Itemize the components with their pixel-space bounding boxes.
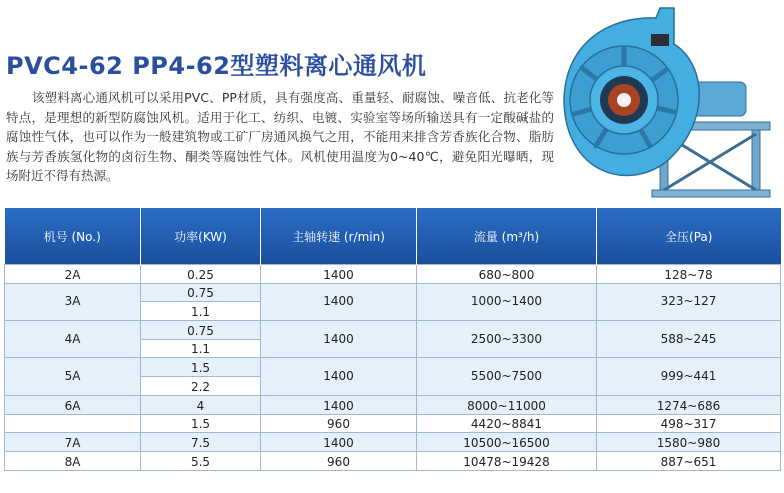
intro-text xyxy=(6,88,554,186)
cell-power: 2.2 xyxy=(141,377,261,396)
header-pressure: 全压(Pa) xyxy=(597,208,781,265)
cell-speed: 960 xyxy=(261,414,417,433)
cell-power: 1.1 xyxy=(141,339,261,358)
table-row xyxy=(5,358,781,377)
cell-no: 6A xyxy=(5,395,141,414)
header-speed: 主轴转速 (r/min) xyxy=(261,208,417,265)
header-no: 机号 (No.) xyxy=(5,208,141,265)
cell-no: 5A xyxy=(5,358,141,395)
cell-power: 1.1 xyxy=(141,302,261,321)
cell-flow: 4420~8841 xyxy=(417,414,597,433)
cell-no xyxy=(5,414,141,433)
header-power: 功率(KW) xyxy=(141,208,261,265)
cell-pressure: 1274~686 xyxy=(597,395,781,414)
intro-paragraph: 该塑料离心通风机可以采用PVC、PP材质，具有强度高、重量轻、耐腐蚀、噪音低、抗老化等特点，是理想的新型防腐蚀风机。适用于化工、纺织、电镀、实验室等场所输送具有一定酸碱盐的腐蚀性气体，也可以作为一般建筑物或工矿厂房通风换气之用，不能用来排含芳香族化合物、脂肪族与芳香族氢化物的卤衍生物、酮类等腐蚀性气体。风机使用温度为0~40℃，避免阳光曝晒，现场附近不得有热源。 xyxy=(6,90,554,183)
cell-speed: 1400 xyxy=(261,265,417,284)
cell-power: 1.5 xyxy=(141,358,261,377)
table-row xyxy=(5,395,781,414)
header-flow: 流量 (m³/h) xyxy=(417,208,597,265)
cell-speed: 1400 xyxy=(261,321,417,358)
cell-flow: 8000~11000 xyxy=(417,395,597,414)
cell-power: 4 xyxy=(141,395,261,414)
cell-no: 2A xyxy=(5,265,141,284)
cell-speed: 1400 xyxy=(261,283,417,320)
cell-flow: 1000~1400 xyxy=(417,283,597,320)
cell-power: 7.5 xyxy=(141,433,261,452)
cell-pressure: 1580~980 xyxy=(597,433,781,452)
cell-power: 5.5 xyxy=(141,451,261,470)
cell-flow: 680~800 xyxy=(417,265,597,284)
cell-flow: 10478~19428 xyxy=(417,451,597,470)
table-row xyxy=(5,433,781,452)
cell-flow: 10500~16500 xyxy=(417,433,597,452)
cell-no: 3A xyxy=(5,283,141,320)
spec-table xyxy=(4,208,781,471)
cell-pressure: 498~317 xyxy=(597,414,781,433)
table-row xyxy=(5,283,781,302)
cell-pressure: 128~78 xyxy=(597,265,781,284)
cell-power: 0.75 xyxy=(141,283,261,302)
cell-speed: 1400 xyxy=(261,358,417,395)
cell-power: 0.25 xyxy=(141,265,261,284)
cell-pressure: 323~127 xyxy=(597,283,781,320)
table-row xyxy=(5,265,781,284)
page-title: PVC4-62 PP4-62型塑料离心通风机 xyxy=(6,52,427,80)
table-row xyxy=(5,414,781,433)
cell-speed: 1400 xyxy=(261,395,417,414)
cell-flow: 5500~7500 xyxy=(417,358,597,395)
cell-pressure: 999~441 xyxy=(597,358,781,395)
cell-power: 0.75 xyxy=(141,321,261,340)
cell-no: 4A xyxy=(5,321,141,358)
table-row xyxy=(5,321,781,340)
cell-flow: 2500~3300 xyxy=(417,321,597,358)
table-header-row xyxy=(5,208,781,265)
cell-pressure: 588~245 xyxy=(597,321,781,358)
fan-product-image xyxy=(556,4,780,204)
cell-no: 7A xyxy=(5,433,141,452)
cell-speed: 960 xyxy=(261,451,417,470)
cell-power: 1.5 xyxy=(141,414,261,433)
cell-pressure: 887~651 xyxy=(597,451,781,470)
cell-no: 8A xyxy=(5,451,141,470)
cell-speed: 1400 xyxy=(261,433,417,452)
table-row xyxy=(5,451,781,470)
